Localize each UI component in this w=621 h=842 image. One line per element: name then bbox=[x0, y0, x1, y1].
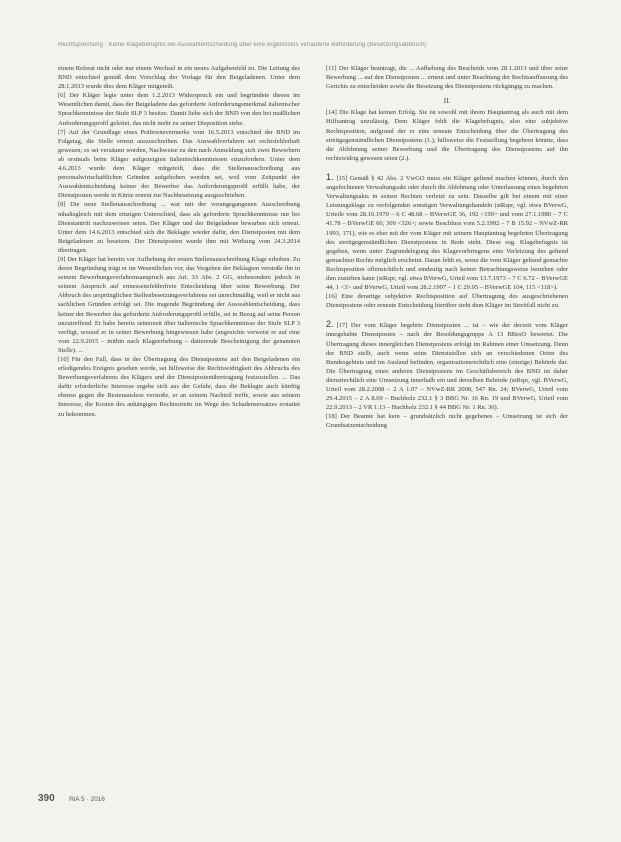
paragraph-marker: 2. bbox=[326, 319, 334, 330]
body-paragraph bbox=[326, 173, 568, 292]
body-paragraph: einem Referat nicht oder nur einem Wechsel in ein neues Aufgabenfeld ist. Die Leitung des BND entschied gemäß dem Vorschlag der Vorlage für den Beigeladenen. Unter dem 28.1.2013 wurde dies dem Kläger mitgeteilt. bbox=[58, 65, 300, 91]
body-paragraph: [9] Der Kläger hat bereits vor Aufhebung der ersten Stellenausschreibung Klage erhoben. Zu deren Begründung trägt er im Wesentlichen vor, das Vergeben der Beklagten verstoße ihn in seinem Bewerbungsverfahrensanspruch aus Art. 33 Abs. 2 GG, insbesondere jedoch in seinem Anspruch auf ermessensfehlerfreie Entscheidung über seine Bewerbung. Der Abbruch des ursprünglichen Stellenbesetzungsverfahrens sei unrechtmäßig, weil er nicht aus sachlichen Gründen erfolgt sei. Die tragende Begründung der Auswahlentscheidung, dass keiner der Bewerber das geforderte Anforderungsprofil erfülle, sei in Bezug auf seine Person unzutreffend. Er habe bereits seinerzeit über italienische Sprachkenntnisse der Stufe SLP 3 verfügt, worauf er in seiner Bewerbung hingewiesen habe (angesichts verweist er auf eine vom 22.9.2015 – mithin nach Klageerhebung – datierende Bescheinigung der genannten Stelle). ... bbox=[58, 255, 300, 354]
body-paragraph: [16] Eine derartige subjektive Rechtsposition auf Übertragung des ausgeschriebenen Dienstpostens oder erneute Entscheidung hierüber steht dem Kläger im Streitfall nicht zu. bbox=[326, 293, 568, 310]
journal-reference: RiA 5 · 2016 bbox=[69, 796, 105, 803]
page-number: 390 bbox=[38, 793, 55, 804]
body-paragraph: [6] Der Kläger legte unter dem 1.2.2013 Widerspruch ein und begründete diesen im Wesentlichen damit, dass der Beigeladene das geforderte Anforderungsmerkmal italienischer Sprachkenntnisse der Stufe SLP 3 besitze. Damit liebe sich der BND von den bei maßlichen Anforderungsprofil geleitet, das nicht mehr zu seiner Disposition stehe. bbox=[58, 92, 300, 127]
body-paragraph: [7] Auf der Grundlage eines Präferenzvermerks vom 16.5.2013 entschied der BND im Folgetag, die Stelle erneut auszuschreiben. Das Auswahlverfahren sei rechtsfehlerhaft gewesen; es sei versäumt worden, Nachweise zu den nach Anmeldung sich zwei Bewerbern ab erstmals beim Kläger aufgezeigten italienischkenntnissen einzufordern. Unter dem 4.6.2013 wurde dem Kläger mitgeteilt, dass die Stellenausschreibung aus personalwirtschaftlichen Gründen aufgehoben worden sei, weil vom Zeitpunkt der Auswahlentscheidung keiner der Bewerber das Anforderungsprofil erfüllt habe, der Dienstposten werde in Kürze erneut zur Nachbesetzung ausgeschrieben. bbox=[58, 128, 300, 200]
left-column bbox=[58, 64, 300, 419]
body-paragraph: [8] Die neue Stellenausschreibung ... war mit der vorangegangenen Ausschreibung inhaltsgleich mit dem einzigen Unterschied, dass als geforderte Sprachkenntnisse nur bei Dienstantritt nachzuweisen seien. Der Kläger und der Beigeladene bewarben sich erneut. Unter dem 14.6.2013 entschied sich die Beklagte wieder dafür, den Dienstposten mit dem Beigeladenen zu besetzen. Der Dienstposten wurde ihm mit Wirkung vom 24.3.2014 übertragen. bbox=[58, 201, 300, 254]
paragraph-text: [17] Der vom Kläger begehrte Dienstposten ... ist – wie der derzeit vom Kläger innegehabte Dienstposten – nach der Besoldungsgruppe A 13 BBesO bewertet. Die Übertragung dieses innergleichen Dienstpostens erfolgt im Rahmen einer Umsetzung. Denn der BND stellt, auch wenn seine Dienststellen sich an verschiedenen Orten des Bundesgebiets und im Ausland befinden, organisationsrechtlich eine (einzige) Behörde dar. Die Übertragung eines anderen Dienstpostens im Geschäftsbereich des BND ist daher dienstrechtlich eine Umsetzung innerhalb ein und derselben Behörde (stRspr, vgl. BVerwG, Urteil vom 28.2.2008 – 2 A 1.07 – NVwZ-RR 2008, 547 Rn. 24; BVerwG, Urteil vom 29.4.2015 – 2 A 8.09 – Buchholz 232.1 § 3 BBG Nr. 16 Rn. 19 und BVerwG, Urteil vom 22.9.2013 – 2 VR 1.13 – Buchholz 232.1 § 44 BBG Nr. 1 Rn. 30). bbox=[326, 322, 568, 412]
paragraph-text: [15] Gemäß § 42 Abs. 2 VwGO muss ein Kläger geltend machen können, durch den angefochtenen Verwaltungsakt oder durch die Ablehnung oder Unterlassung eines begehrten Verwaltungsakts in seinen Rechten verletzt zu sein. Dasselbe gilt bei einem mit einer Leistungsklage zu verfolgenden sonstigen Verwaltungshandeln (stRspr, vgl. etwa BVerwG, Urteile vom 28.10.1970 – 6 C 48.68 – BVerwGE 36, 192 <199> und vom 27.1.1980 – 7 C 41.78 – BVerwGE 60, 309 <326>; sowie Beschluss vom 5.2.1992 – 7 B 15.92 – NVwZ-RR 1993, 171), wie es eher mit der vom Kläger mit seinem Hauptantrag begehrten Übertragung des streitgegenständlichen Dienstpostens in Rede steht. Diese sog. Klagebefugnis ist gegeben, wenn unter Zugrundelegung des Klagevorbringens eine Verletzung des geltend gemachten Rechts möglich erscheint. Daran fehlt es, wenn die vom Kläger geltend gemachte Rechtsposition offensichtlich und eindeutig nach keiner Betrachtungsweise bestehen oder ihm zustehen kann (stRspr, vgl. etwa BVerwG, Urteil vom 13.7.1973 – 7 C 6.72 – BVerwGE 44, 1 <3> und BVerwG, Urteil vom 28.2.1997 – 1 C 29.95 – BVerwGE 104, 115 <118>). bbox=[326, 174, 568, 292]
body-paragraph: [11] Der Kläger beantragt, die ... Aufhebung des Bescheids vom 28.1.2013 und über seine Bewerbung ... auf den Dienstposten ... erneut und unter Beachtung der Rechtsauffassung des Gerichts zu entscheiden sowie die Besetzung des Dienstpostens rückgängig zu machen. bbox=[326, 65, 568, 91]
body-paragraph bbox=[326, 320, 568, 412]
right-column bbox=[326, 64, 568, 430]
paragraph-marker: 1. bbox=[326, 171, 334, 182]
page-footer bbox=[38, 788, 105, 806]
section-heading: II. bbox=[443, 97, 451, 106]
body-paragraph: [18] Der Beamte hat kein – grundsätzlich nicht gegebenes – Umsetzung ist sich der Grundsatzentscheidung bbox=[326, 413, 568, 430]
body-paragraph: [14] Die Klage hat keinen Erfolg. Sie ist sowohl mit ihrem Hauptantrag als auch mit dem Hilfsantrag unzulässig. Dem Kläger fehlt die Klagebefugnis, also eine subjektive Rechtsposition, aufgrund der er eine erneute Entscheidung über die Übertragung des streitgegenständlichen Dienstpostens (1.), hilfsweise die Feststellung begehren könnte, dass die Ablehnung seiner Bewerbung und die Übertragung des Dienstpostens auf ihn rechtswidrig gewesen seien (2.). bbox=[326, 109, 568, 162]
running-head: Rechtsprechung · Keine Klagebefugnis bei Auswahlentscheidung über eine ergebnislos verlaufene Beförderung (Besetzungsabbruch) bbox=[58, 42, 427, 48]
body-paragraph: [10] Für den Fall, dass in der Übertragung des Dienstpostens auf den Beigeladenen ein erledigendes Ereignis gesehen werde, sei hilfsweise die Rechtswidrigkeit des Abbruchs des Bewerbungsverfahrens des Klägers und der Dienstpostenübertragung festzustellen. ... Das dafür erforderliche Interesse ergebe sich aus der Gefahr, dass die Beklagte auch künftig ebenso gegen die Bestenauslese verstoße, er an seinem Nachteil treffe, sowie aus seinem Interesse, die Kosten des anhängigen Rechtsstreits im Wege des Schadensersatzes erstattet zu bekommen. bbox=[58, 356, 300, 418]
